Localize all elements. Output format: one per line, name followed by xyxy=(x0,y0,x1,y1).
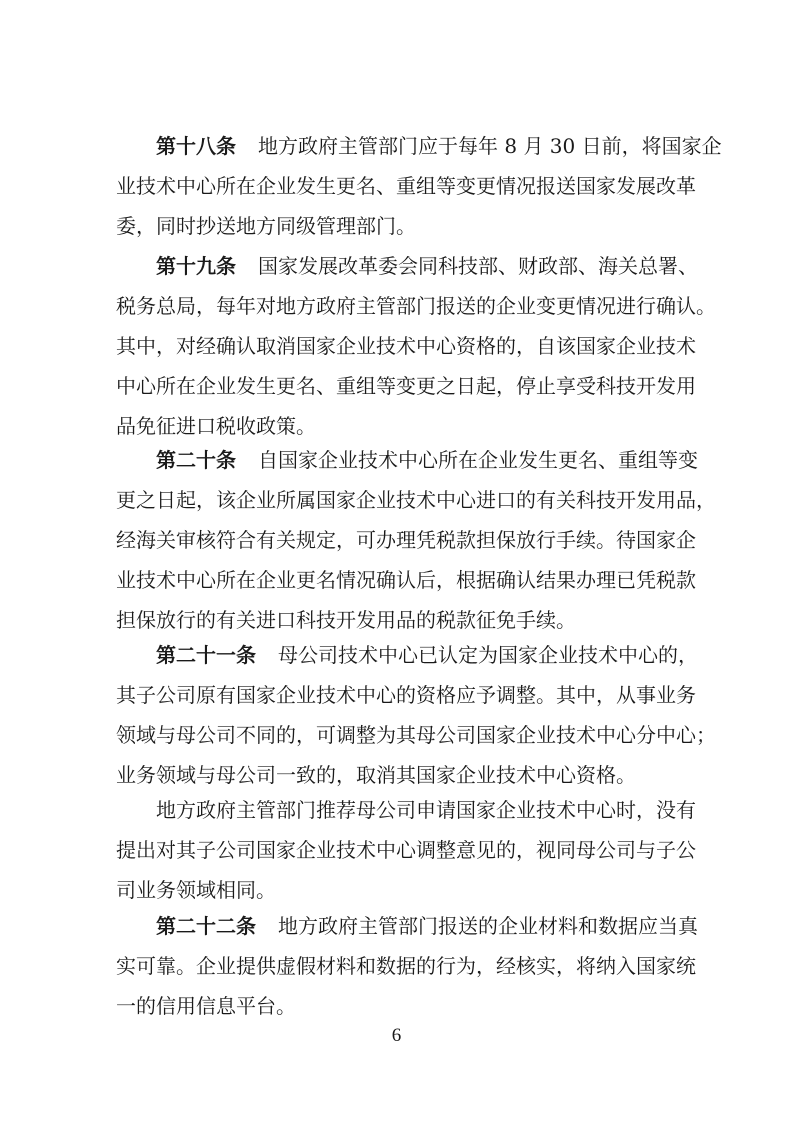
article-21-text-1: 母公司技术中心已认定为国家企业技术中心的， xyxy=(278,643,698,667)
article-21-cont-line-2: 提出对其子公司国家企业技术中心调整意见的，视同母公司与子公 xyxy=(116,838,696,862)
article-20-title: 第二十条 xyxy=(156,448,236,472)
article-18-title: 第十八条 xyxy=(156,134,236,158)
article-19-line-4: 中心所在企业发生更名、重组等变更之日起，停止享受科技开发用 xyxy=(116,374,696,398)
article-22-line-3: 一的信用信息平台。 xyxy=(116,994,296,1018)
article-20-line-2: 更之日起，该企业所属国家企业技术中心进口的有关科技开发用品， xyxy=(116,488,716,512)
article-19-line-2: 税务总局，每年对地方政府主管部门报送的企业变更情况进行确认。 xyxy=(116,294,716,318)
article-21 xyxy=(116,635,716,795)
article-22 xyxy=(116,906,696,1026)
article-20-line-3: 经海关审核符合有关规定，可办理凭税款担保放行手续。待国家企 xyxy=(116,528,696,552)
article-22-text-1: 地方政府主管部门报送的企业材料和数据应当真 xyxy=(278,914,698,938)
article-18-text-1: 地方政府主管部门应于每年 8 月 30 日前，将国家企 xyxy=(258,134,722,158)
article-19-line-3: 其中，对经确认取消国家企业技术中心资格的，自该国家企业技术 xyxy=(116,334,696,358)
article-22-line-1 xyxy=(116,906,696,946)
article-21-line-3: 领域与母公司不同的，可调整为其母公司国家企业技术中心分中心； xyxy=(116,723,716,747)
article-21-cont-line-3: 司业务领域相同。 xyxy=(116,878,276,902)
article-22-line-2: 实可靠。企业提供虚假材料和数据的行为，经核实，将纳入国家统 xyxy=(116,954,696,978)
article-22-title: 第二十二条 xyxy=(156,914,256,938)
article-18-line-3: 委，同时抄送地方同级管理部门。 xyxy=(116,214,416,238)
article-21-title: 第二十一条 xyxy=(156,643,256,667)
article-19-line-5: 品免征进口税收政策。 xyxy=(116,414,316,438)
article-20-line-1 xyxy=(116,440,696,480)
page-number: 6 xyxy=(391,1025,402,1046)
article-21-cont-line-1: 地方政府主管部门推荐母公司申请国家企业技术中心时，没有 xyxy=(156,798,696,822)
article-20-line-5: 担保放行的有关进口科技开发用品的税款征免手续。 xyxy=(116,608,576,632)
article-20-text-1: 自国家企业技术中心所在企业发生更名、重组等变 xyxy=(258,448,698,472)
article-18 xyxy=(116,126,722,246)
article-21-line-4: 业务领域与母公司一致的，取消其国家企业技术中心资格。 xyxy=(116,763,636,787)
article-21-line-2: 其子公司原有国家企业技术中心的资格应予调整。其中，从事业务 xyxy=(116,683,696,707)
article-21-line-1 xyxy=(116,635,696,675)
article-21-continuation xyxy=(116,790,696,910)
article-18-line-1 xyxy=(116,126,722,166)
article-20-line-4: 业技术中心所在企业更名情况确认后，根据确认结果办理已凭税款 xyxy=(116,568,696,592)
article-19-title: 第十九条 xyxy=(156,254,236,278)
article-19-text-1: 国家发展改革委会同科技部、财政部、海关总署、 xyxy=(258,254,698,278)
article-18-line-2: 业技术中心所在企业发生更名、重组等变更情况报送国家发展改革 xyxy=(116,174,696,198)
article-19-line-1 xyxy=(116,246,696,286)
article-19 xyxy=(116,246,716,446)
article-20 xyxy=(116,440,716,640)
